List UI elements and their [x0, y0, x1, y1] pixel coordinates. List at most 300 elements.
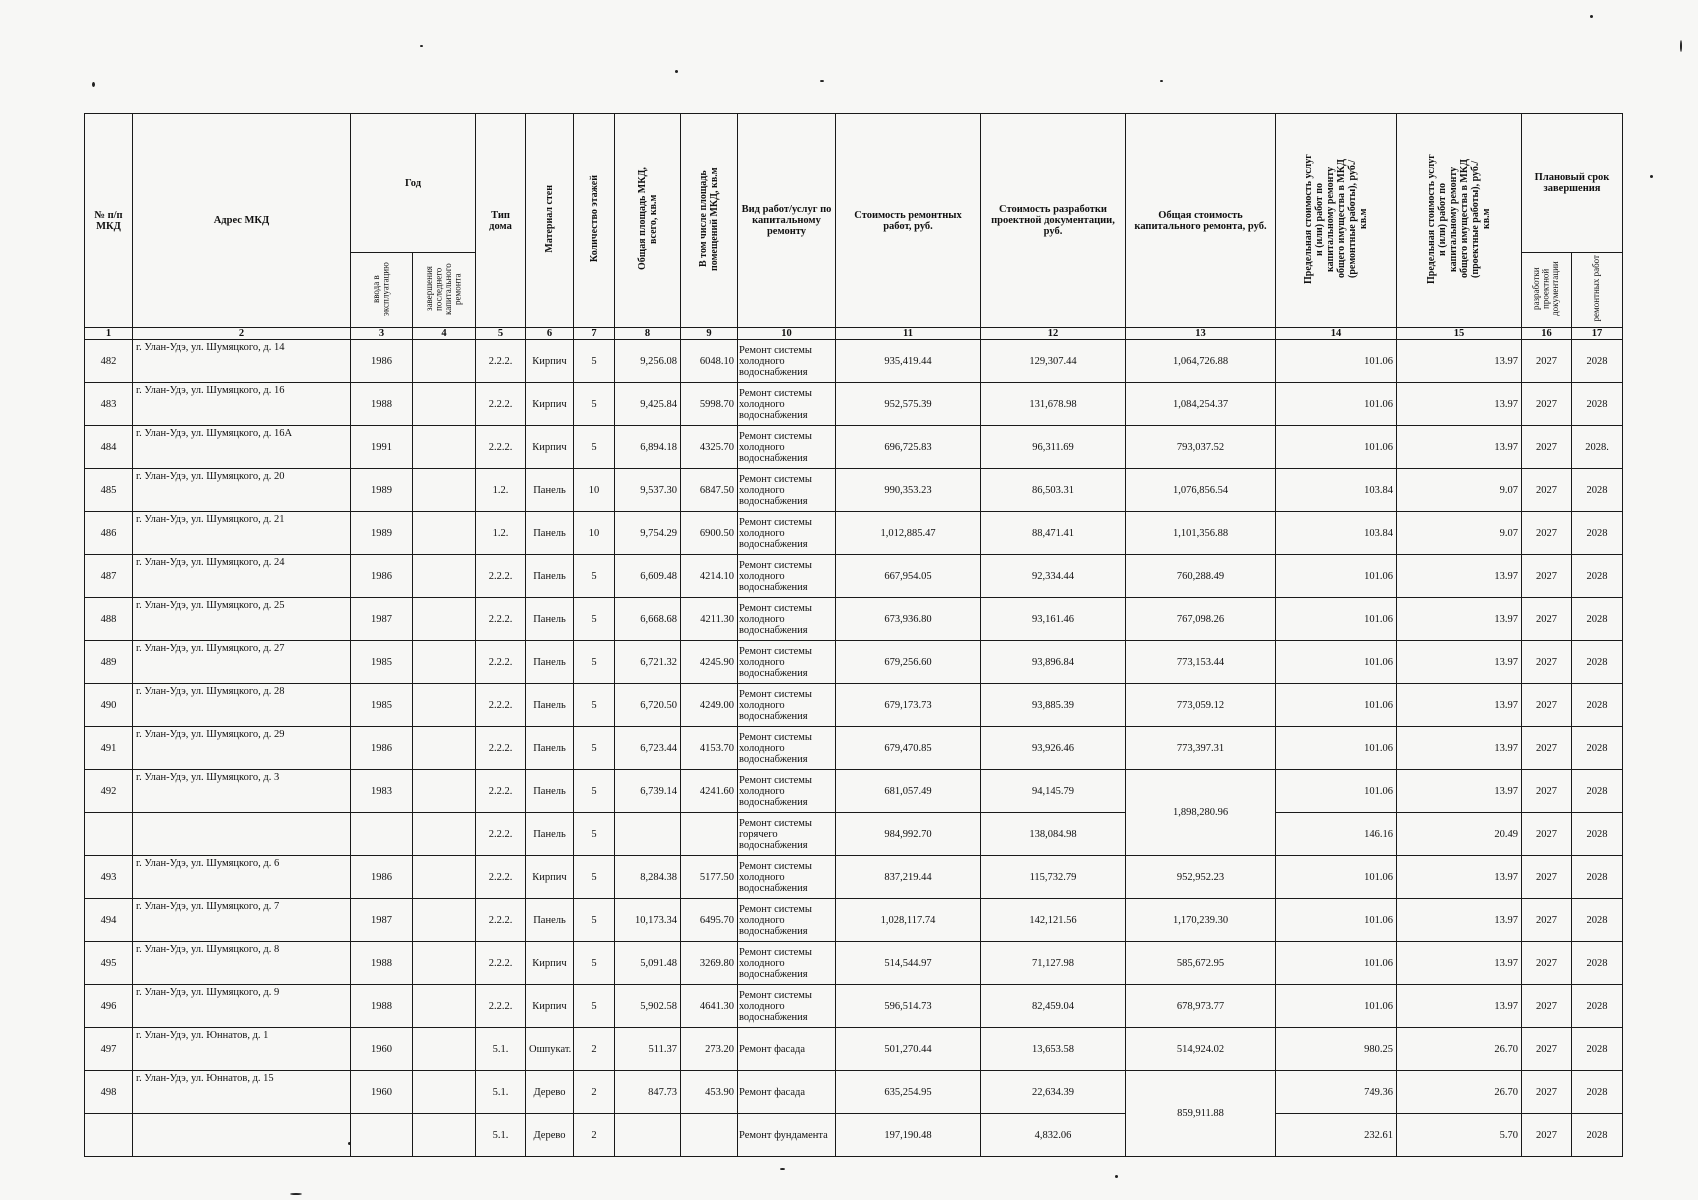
scan-speck: [1160, 80, 1163, 82]
column-number: 4: [413, 328, 476, 340]
row-address: г. Улан-Удэ, ул. Юннатов, д. 15: [133, 1071, 351, 1114]
design-cost: 13,653.58: [981, 1028, 1126, 1071]
work-type: Ремонт системы холодного водоснабжения: [738, 426, 836, 469]
row-number: 497: [85, 1028, 133, 1071]
repair-cost: 681,057.49: [836, 770, 981, 813]
design-cost: 93,885.39: [981, 684, 1126, 727]
deadline-design: 2027: [1522, 770, 1572, 813]
limit-design: 13.97: [1397, 641, 1522, 684]
row-number: 486: [85, 512, 133, 555]
wall-material: Панель: [526, 727, 574, 770]
design-cost: 131,678.98: [981, 383, 1126, 426]
repair-cost: 514,544.97: [836, 942, 981, 985]
row-address: г. Улан-Удэ, ул. Шумяцкого, д. 24: [133, 555, 351, 598]
house-type: 2.2.2.: [476, 426, 526, 469]
work-type: Ремонт системы холодного водоснабжения: [738, 512, 836, 555]
year-commission: 1986: [351, 727, 413, 770]
column-number: 2: [133, 328, 351, 340]
wall-material: Панель: [526, 684, 574, 727]
wall-material: Панель: [526, 641, 574, 684]
row-number: 488: [85, 598, 133, 641]
year-commission: 1989: [351, 469, 413, 512]
deadline-design: 2027: [1522, 469, 1572, 512]
row-number: 493: [85, 856, 133, 899]
repair-cost: 673,936.80: [836, 598, 981, 641]
total-area: 9,537.30: [615, 469, 681, 512]
premises-area-empty: [681, 813, 738, 856]
limit-design: 13.97: [1397, 340, 1522, 383]
design-cost: 82,459.04: [981, 985, 1126, 1028]
deadline-design: 2027: [1522, 1114, 1572, 1157]
total-area: 511.37: [615, 1028, 681, 1071]
premises-area: 6847.50: [681, 469, 738, 512]
scan-speck: [1680, 40, 1682, 52]
design-cost: 71,127.98: [981, 942, 1126, 985]
repair-cost: 984,992.70: [836, 813, 981, 856]
design-cost: 115,732.79: [981, 856, 1126, 899]
total-cost: 767,098.26: [1126, 598, 1276, 641]
table-row: [85, 942, 1623, 985]
header-floors: [574, 114, 615, 328]
limit-repair: 101.06: [1276, 727, 1397, 770]
row-number: 485: [85, 469, 133, 512]
work-type: Ремонт фасада: [738, 1071, 836, 1114]
house-type: 2.2.2.: [476, 985, 526, 1028]
table-row: [85, 426, 1623, 469]
deadline-design: 2027: [1522, 555, 1572, 598]
column-number: 16: [1522, 328, 1572, 340]
deadline-design: 2027: [1522, 813, 1572, 856]
column-number: 11: [836, 328, 981, 340]
year-commission-empty: [351, 813, 413, 856]
total-area: 6,739.14: [615, 770, 681, 813]
limit-design: 9.07: [1397, 512, 1522, 555]
house-type: 2.2.2.: [476, 641, 526, 684]
table-row: [85, 383, 1623, 426]
header-premises-area: [681, 114, 738, 328]
year-commission: 1988: [351, 942, 413, 985]
premises-area: 273.20: [681, 1028, 738, 1071]
total-area-empty: [615, 1114, 681, 1157]
premises-area: 6048.10: [681, 340, 738, 383]
repair-cost: 1,012,885.47: [836, 512, 981, 555]
total-area: 847.73: [615, 1071, 681, 1114]
work-type: Ремонт фундамента: [738, 1114, 836, 1157]
limit-repair: 146.16: [1276, 813, 1397, 856]
year-commission: 1988: [351, 985, 413, 1028]
total-area: 9,256.08: [615, 340, 681, 383]
scan-speck: [92, 82, 95, 87]
header-year-commission: [351, 253, 413, 328]
limit-design: 13.97: [1397, 555, 1522, 598]
design-cost: 92,334.44: [981, 555, 1126, 598]
header-total-area-text: Общая площадь МКД, всего, кв.м: [636, 167, 659, 271]
floor-count: 5: [574, 770, 615, 813]
year-commission: 1985: [351, 641, 413, 684]
deadline-repair: 2028: [1572, 985, 1623, 1028]
total-cost: 773,153.44: [1126, 641, 1276, 684]
column-number: 13: [1126, 328, 1276, 340]
house-type: 2.2.2.: [476, 555, 526, 598]
row-address: г. Улан-Удэ, ул. Юннатов, д. 1: [133, 1028, 351, 1071]
header-premises-area-text: В том числе площадь помещений МКД, кв.м: [698, 167, 720, 271]
total-cost: 1,084,254.37: [1126, 383, 1276, 426]
limit-repair: 101.06: [1276, 426, 1397, 469]
total-cost: 793,037.52: [1126, 426, 1276, 469]
limit-design: 13.97: [1397, 985, 1522, 1028]
floor-count: 5: [574, 684, 615, 727]
total-cost: 1,076,856.54: [1126, 469, 1276, 512]
table-row: [85, 555, 1623, 598]
row-address: г. Улан-Удэ, ул. Шумяцкого, д. 25: [133, 598, 351, 641]
total-cost: 1,898,280.96: [1126, 770, 1276, 856]
repair-cost: 679,470.85: [836, 727, 981, 770]
repair-cost: 837,219.44: [836, 856, 981, 899]
wall-material: Дерево: [526, 1071, 574, 1114]
total-cost: 514,924.02: [1126, 1028, 1276, 1071]
header-deadline-design: [1522, 253, 1572, 328]
premises-area: 5177.50: [681, 856, 738, 899]
total-area-empty: [615, 813, 681, 856]
total-cost: 678,973.77: [1126, 985, 1276, 1028]
deadline-design: 2027: [1522, 340, 1572, 383]
year-last-repair: [413, 1028, 476, 1071]
work-type: Ремонт фасада: [738, 1028, 836, 1071]
design-cost: 22,634.39: [981, 1071, 1126, 1114]
row-address: г. Улан-Удэ, ул. Шумяцкого, д. 20: [133, 469, 351, 512]
header-deadline-repair-text: ремонтных работ: [1591, 255, 1602, 322]
wall-material: Кирпич: [526, 340, 574, 383]
house-type: 1.2.: [476, 512, 526, 555]
year-commission: 1991: [351, 426, 413, 469]
year-commission: 1987: [351, 899, 413, 942]
limit-design: 26.70: [1397, 1028, 1522, 1071]
column-number: 5: [476, 328, 526, 340]
deadline-design: 2027: [1522, 512, 1572, 555]
table-row: [85, 1071, 1623, 1114]
row-address: г. Улан-Удэ, ул. Шумяцкого, д. 28: [133, 684, 351, 727]
house-type: 2.2.2.: [476, 340, 526, 383]
design-cost: 93,926.46: [981, 727, 1126, 770]
deadline-design: 2027: [1522, 383, 1572, 426]
wall-material: Панель: [526, 512, 574, 555]
total-area: 9,754.29: [615, 512, 681, 555]
floor-count: 2: [574, 1028, 615, 1071]
year-last-repair: [413, 985, 476, 1028]
floor-count: 2: [574, 1114, 615, 1157]
year-last-repair: [413, 856, 476, 899]
design-cost: 88,471.41: [981, 512, 1126, 555]
year-commission: 1986: [351, 340, 413, 383]
design-cost: 94,145.79: [981, 770, 1126, 813]
scan-speck: [820, 80, 824, 82]
premises-area: 4245.90: [681, 641, 738, 684]
limit-design: 9.07: [1397, 469, 1522, 512]
premises-area-empty: [681, 1114, 738, 1157]
total-area: 6,721.32: [615, 641, 681, 684]
header-year-last-repair: [413, 253, 476, 328]
table-row: [85, 340, 1623, 383]
design-cost: 4,832.06: [981, 1114, 1126, 1157]
row-number-empty: [85, 1114, 133, 1157]
floor-count: 5: [574, 813, 615, 856]
deadline-design: 2027: [1522, 985, 1572, 1028]
work-type: Ремонт системы холодного водоснабжения: [738, 598, 836, 641]
row-address: г. Улан-Удэ, ул. Шумяцкого, д. 6: [133, 856, 351, 899]
row-address: г. Улан-Удэ, ул. Шумяцкого, д. 9: [133, 985, 351, 1028]
premises-area: 4249.00: [681, 684, 738, 727]
column-number: 3: [351, 328, 413, 340]
total-area: 5,091.48: [615, 942, 681, 985]
total-cost: 1,101,356.88: [1126, 512, 1276, 555]
design-cost: 138,084.98: [981, 813, 1126, 856]
header-wall-material: [526, 114, 574, 328]
design-cost: 142,121.56: [981, 899, 1126, 942]
deadline-repair: 2028: [1572, 1114, 1623, 1157]
limit-repair: 101.06: [1276, 942, 1397, 985]
limit-design: 26.70: [1397, 1071, 1522, 1114]
column-number: 8: [615, 328, 681, 340]
row-address: г. Улан-Удэ, ул. Шумяцкого, д. 29: [133, 727, 351, 770]
limit-repair: 103.84: [1276, 512, 1397, 555]
limit-design: 13.97: [1397, 598, 1522, 641]
table-row: [85, 1114, 1623, 1157]
year-last-repair: [413, 340, 476, 383]
header-year-commission-text: ввода в эксплуатацию: [371, 261, 391, 316]
row-number: 484: [85, 426, 133, 469]
deadline-repair: 2028: [1572, 727, 1623, 770]
total-cost: 1,170,239.30: [1126, 899, 1276, 942]
row-number: 490: [85, 684, 133, 727]
row-number: 495: [85, 942, 133, 985]
design-cost: 96,311.69: [981, 426, 1126, 469]
design-cost: 93,161.46: [981, 598, 1126, 641]
wall-material: Панель: [526, 899, 574, 942]
premises-area: 3269.80: [681, 942, 738, 985]
column-number: 14: [1276, 328, 1397, 340]
premises-area: 5998.70: [681, 383, 738, 426]
row-address: г. Улан-Удэ, ул. Шумяцкого, д. 21: [133, 512, 351, 555]
limit-repair: 101.06: [1276, 340, 1397, 383]
deadline-design: 2027: [1522, 684, 1572, 727]
deadline-design: 2027: [1522, 641, 1572, 684]
header-year-last-repair-text: завершения последнего капитального ремонта: [424, 262, 463, 315]
year-last-repair: [413, 383, 476, 426]
work-type: Ремонт системы холодного водоснабжения: [738, 383, 836, 426]
deadline-design: 2027: [1522, 899, 1572, 942]
work-type: Ремонт системы холодного водоснабжения: [738, 770, 836, 813]
deadline-repair: 2028: [1572, 1071, 1623, 1114]
house-type: 2.2.2.: [476, 942, 526, 985]
row-address-empty: [133, 813, 351, 856]
year-commission: 1983: [351, 770, 413, 813]
total-area: 10,173.34: [615, 899, 681, 942]
floor-count: 5: [574, 426, 615, 469]
table-row: [85, 985, 1623, 1028]
work-type: Ремонт системы холодного водоснабжения: [738, 641, 836, 684]
total-area: 6,609.48: [615, 555, 681, 598]
header-deadline: Плановый срок завершения: [1522, 114, 1623, 253]
design-cost: 86,503.31: [981, 469, 1126, 512]
house-type: 1.2.: [476, 469, 526, 512]
limit-repair: 103.84: [1276, 469, 1397, 512]
year-last-repair: [413, 727, 476, 770]
premises-area: 6900.50: [681, 512, 738, 555]
repair-schedule-table: [84, 113, 1623, 1157]
column-number: 12: [981, 328, 1126, 340]
year-last-repair: [413, 555, 476, 598]
work-type: Ремонт системы горячего водоснабжения: [738, 813, 836, 856]
total-area: 6,894.18: [615, 426, 681, 469]
column-number-row: [85, 328, 1623, 340]
total-cost: 1,064,726.88: [1126, 340, 1276, 383]
scan-speck: [780, 1168, 785, 1170]
total-area: 5,902.58: [615, 985, 681, 1028]
table-row: [85, 684, 1623, 727]
column-number: 7: [574, 328, 615, 340]
work-type: Ремонт системы холодного водоснабжения: [738, 727, 836, 770]
table-row: [85, 512, 1623, 555]
table-row: [85, 641, 1623, 684]
year-commission: 1960: [351, 1028, 413, 1071]
deadline-repair: 2028: [1572, 813, 1623, 856]
year-last-repair: [413, 426, 476, 469]
total-cost: 773,059.12: [1126, 684, 1276, 727]
floor-count: 5: [574, 641, 615, 684]
deadline-repair: 2028: [1572, 1028, 1623, 1071]
wall-material: Панель: [526, 813, 574, 856]
total-cost: 585,672.95: [1126, 942, 1276, 985]
floor-count: 5: [574, 942, 615, 985]
row-number: 487: [85, 555, 133, 598]
limit-design: 13.97: [1397, 727, 1522, 770]
limit-repair: 101.06: [1276, 641, 1397, 684]
premises-area: 4153.70: [681, 727, 738, 770]
deadline-repair: 2028: [1572, 340, 1623, 383]
limit-design: 13.97: [1397, 426, 1522, 469]
limit-design: 13.97: [1397, 942, 1522, 985]
table-row: [85, 856, 1623, 899]
floor-count: 5: [574, 340, 615, 383]
header-total-cost: Общая стоимость капитального ремонта, руб.: [1126, 114, 1276, 328]
deadline-design: 2027: [1522, 1028, 1572, 1071]
repair-cost: 501,270.44: [836, 1028, 981, 1071]
table-row: [85, 469, 1623, 512]
year-commission: 1986: [351, 856, 413, 899]
repair-cost: 935,419.44: [836, 340, 981, 383]
header-repair-cost: Стоимость ремонтных работ, руб.: [836, 114, 981, 328]
limit-repair: 101.06: [1276, 856, 1397, 899]
house-type: 5.1.: [476, 1114, 526, 1157]
column-number: 15: [1397, 328, 1522, 340]
header-row: [85, 114, 1623, 253]
table-row: [85, 813, 1623, 856]
scan-speck: [1650, 175, 1653, 178]
table-row: [85, 770, 1623, 813]
deadline-design: 2027: [1522, 856, 1572, 899]
premises-area: 6495.70: [681, 899, 738, 942]
year-commission: 1986: [351, 555, 413, 598]
floor-count: 5: [574, 727, 615, 770]
year-last-repair: [413, 598, 476, 641]
repair-cost: 696,725.83: [836, 426, 981, 469]
work-type: Ремонт системы холодного водоснабжения: [738, 684, 836, 727]
year-last-repair: [413, 1071, 476, 1114]
total-cost: 760,288.49: [1126, 555, 1276, 598]
repair-cost: 679,173.73: [836, 684, 981, 727]
premises-area: 4241.60: [681, 770, 738, 813]
year-commission-empty: [351, 1114, 413, 1157]
year-last-repair: [413, 641, 476, 684]
deadline-repair: 2028: [1572, 684, 1623, 727]
header-year: Год: [351, 114, 476, 253]
wall-material: Кирпич: [526, 985, 574, 1028]
floor-count: 2: [574, 1071, 615, 1114]
column-number: 10: [738, 328, 836, 340]
header-house-type: Тип дома: [476, 114, 526, 328]
total-area: 6,668.68: [615, 598, 681, 641]
design-cost: 93,896.84: [981, 641, 1126, 684]
deadline-repair: 2028: [1572, 770, 1623, 813]
house-type: 5.1.: [476, 1028, 526, 1071]
year-commission: 1985: [351, 684, 413, 727]
table-row: [85, 899, 1623, 942]
row-address: г. Улан-Удэ, ул. Шумяцкого, д. 14: [133, 340, 351, 383]
house-type: 2.2.2.: [476, 727, 526, 770]
floor-count: 10: [574, 469, 615, 512]
work-type: Ремонт системы холодного водоснабжения: [738, 899, 836, 942]
row-address: г. Улан-Удэ, ул. Шумяцкого, д. 16А: [133, 426, 351, 469]
repair-cost: 197,190.48: [836, 1114, 981, 1157]
house-type: 2.2.2.: [476, 899, 526, 942]
limit-design: 13.97: [1397, 856, 1522, 899]
deadline-repair: 2028: [1572, 899, 1623, 942]
scan-speck: [290, 1193, 302, 1195]
header-address: Адрес МКД: [133, 114, 351, 328]
column-number: 1: [85, 328, 133, 340]
premises-area: 4214.10: [681, 555, 738, 598]
total-cost: 773,397.31: [1126, 727, 1276, 770]
repair-cost: 635,254.95: [836, 1071, 981, 1114]
header-design-cost: Стоимость разработки проектной документации, руб.: [981, 114, 1126, 328]
deadline-repair: 2028: [1572, 942, 1623, 985]
total-cost: 859,911.88: [1126, 1071, 1276, 1157]
repair-cost: 952,575.39: [836, 383, 981, 426]
year-last-repair: [413, 942, 476, 985]
row-number: 482: [85, 340, 133, 383]
limit-repair: 101.06: [1276, 770, 1397, 813]
total-cost: 952,952.23: [1126, 856, 1276, 899]
floor-count: 5: [574, 856, 615, 899]
limit-repair: 749.36: [1276, 1071, 1397, 1114]
wall-material: Кирпич: [526, 942, 574, 985]
header-limit-design: [1397, 114, 1522, 328]
year-last-repair: [413, 684, 476, 727]
header-wall-material-text: Материал стен: [544, 185, 555, 253]
limit-design: 20.49: [1397, 813, 1522, 856]
wall-material: Панель: [526, 555, 574, 598]
deadline-design: 2027: [1522, 942, 1572, 985]
year-last-repair: [413, 899, 476, 942]
header-limit-repair-text: Предельная стоимость услуг и (или) работ по капитальному ремонту общего имущества в МКД (ремонтные работы), руб./кв.м: [1303, 154, 1369, 284]
row-number: 492: [85, 770, 133, 813]
row-address: г. Улан-Удэ, ул. Шумяцкого, д. 27: [133, 641, 351, 684]
wall-material: Кирпич: [526, 426, 574, 469]
header-floors-text: Количество этажей: [588, 175, 600, 263]
wall-material: Панель: [526, 770, 574, 813]
year-commission: 1988: [351, 383, 413, 426]
deadline-repair: 2028: [1572, 598, 1623, 641]
